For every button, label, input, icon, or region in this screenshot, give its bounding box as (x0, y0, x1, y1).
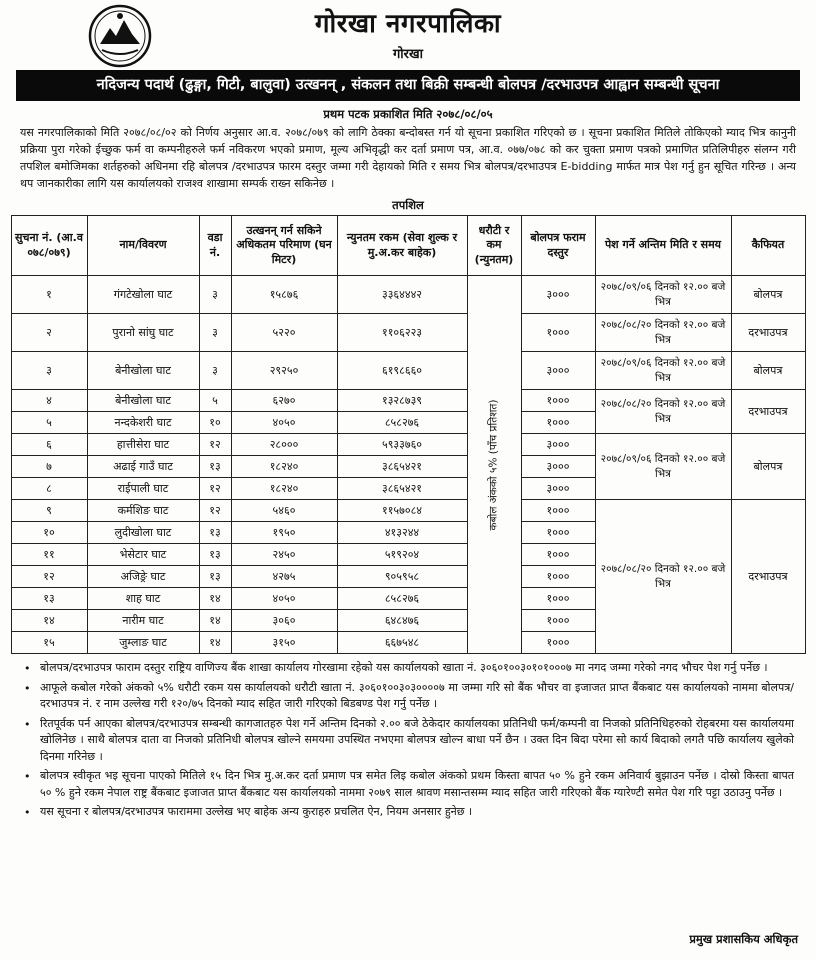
cell-sn: ४ (11, 390, 87, 412)
cell-sn: २ (11, 314, 87, 352)
cell-max-volume: २९२५० (231, 352, 337, 390)
header-name: नाम/विवरण (87, 216, 199, 276)
cell-max-volume: ५४६० (231, 500, 337, 522)
cell-deadline: २०७८/०८/२० दिनको १२.०० बजे भित्र (595, 314, 731, 352)
note-text: बोलपत्र स्वीकृत भइ सूचना पाएको मितिले १५ दिन भित्र मु.अ.कर दर्ता प्रमाण पत्र समेत लिइ कबोल अंकको प्रथम किस्ता बापत ५० % हुने रकम अनिवार्य बुझाउन पर्नेछ । दोस्रो किस्ता बापत ५० % हुने रकम नेपाल राष्ट्र बैंकबाट इजाजत प्राप्त बैंकबाट यस कार्यालयको नाममा २०७९ साल श्रावण मसान्तसम्म म्याद सहित जारी गरिएको बैंक ग्यारेण्टी समेत पेश गरि पट्टा उठाउनु पर्नेछ । (40, 769, 794, 799)
cell-form-fee: १००० (521, 610, 595, 632)
header-sn: सुचना नं. (आ.व ०७८/०७९) (11, 216, 87, 276)
cell-min-amount: ५९३३७६० (337, 434, 467, 456)
cell-max-volume: २४५० (231, 544, 337, 566)
cell-name: भेसेटार घाट (87, 544, 199, 566)
note-text: आफूले कबोल गरेको अंकको ५% धरौटी रकम यस कार्यालयको धरौटी खाता नं. ३०६०१००३०३००००७ मा जम्मा गरि सो बैंक भौचर वा इजाजत प्राप्त बैंकबाट यस कार्यालयको नाममा बोलपत्र/दरभाउपत्र नं. र नाम उल्लेख गरी १२०/७५ दिनको म्याद सहित जारी गरिएको बिडबण्ड पेश गर्नु पर्नेछ । (40, 680, 794, 711)
cell-sn: १४ (11, 610, 87, 632)
cell-ward: १३ (199, 456, 231, 478)
cell-ward: ३ (199, 352, 231, 390)
cell-name: पुरानो सांघु घाट (87, 314, 199, 352)
cell-max-volume: ५२२० (231, 314, 337, 352)
cell-min-amount: ८५८२७६ (337, 588, 467, 610)
cell-remarks: दरभाउपत्र (731, 390, 805, 434)
letterhead (10, 0, 806, 70)
cell-max-volume: १८२४० (231, 478, 337, 500)
cell-name: बेनीखोला घाट (87, 352, 199, 390)
cell-ward: ३ (199, 314, 231, 352)
cell-min-amount: ३३६४४४२ (337, 276, 467, 314)
cell-min-amount: ३८६५४२१ (337, 456, 467, 478)
bullet-icon: • (24, 770, 31, 784)
cell-deadline: २०७८/०९/०६ दिनको १२.०० बजे भित्र (595, 434, 731, 500)
deposit-note: कबोल अंकको ५% (पाँच प्रतिशत) (487, 399, 500, 531)
cell-min-amount: ११०६२२३ (337, 314, 467, 352)
table-row (11, 276, 805, 314)
table-header-row (11, 216, 805, 276)
cell-min-amount: ११५७०८४ (337, 500, 467, 522)
cell-min-amount: ४१३२४४ (337, 522, 467, 544)
cell-max-volume: ३१५० (231, 632, 337, 654)
cell-form-fee: १००० (521, 566, 595, 588)
cell-form-fee: १००० (521, 314, 595, 352)
municipality-emblem-icon (88, 4, 152, 68)
cell-name: हात्तीसेरा घाट (87, 434, 199, 456)
table-row (11, 434, 805, 456)
cell-name: कर्मशिङ घाट (87, 500, 199, 522)
cell-ward: १४ (199, 588, 231, 610)
note-text: यस सूचना र बोलपत्र/दरभाउपत्र फाराममा उल्लेख भए बाहेक अन्य कुराहरु प्रचलित ऐन, नियम अनसार हुनेछ । (40, 805, 473, 819)
table-row (11, 390, 805, 412)
cell-sn: ३ (11, 352, 87, 390)
note-item (24, 680, 794, 713)
cell-min-amount: १३२८७३९ (337, 390, 467, 412)
table-row (11, 500, 805, 522)
table-row (11, 352, 805, 390)
cell-sn: ६ (11, 434, 87, 456)
table-caption: तपशिल (392, 197, 424, 212)
cell-ward: १२ (199, 500, 231, 522)
cell-deadline: २०७८/०९/०६ दिनको १२.०० बजे भित्र (595, 276, 731, 314)
cell-min-amount: ३८६५४२१ (337, 478, 467, 500)
cell-min-amount: ६१९८६६० (337, 352, 467, 390)
cell-ward: १२ (199, 478, 231, 500)
cell-min-amount: ६४८४७६ (337, 610, 467, 632)
cell-remarks: बोलपत्र (731, 352, 805, 390)
cell-form-fee: ३००० (521, 478, 595, 500)
header-form-fee: बोलपत्र फराम दस्तुर (521, 216, 595, 276)
cell-form-fee: १००० (521, 412, 595, 434)
cell-deadline: २०७८/०८/२० दिनको १२.०० बजे भित्र (595, 390, 731, 434)
cell-sn: १२ (11, 566, 87, 588)
cell-max-volume: ४०५० (231, 412, 337, 434)
cell-sn: ८ (11, 478, 87, 500)
cell-sn: ७ (11, 456, 87, 478)
cell-sn: ११ (11, 544, 87, 566)
header-ward: वडा नं. (199, 216, 231, 276)
cell-ward: १४ (199, 632, 231, 654)
cell-min-amount: ८५८२७६ (337, 412, 467, 434)
cell-name: नन्दकेशरी घाट (87, 412, 199, 434)
note-item (24, 804, 794, 821)
table-body (11, 276, 805, 654)
cell-remarks: दरभाउपत्र (731, 500, 805, 654)
cell-ward: १३ (199, 566, 231, 588)
cell-name: लुदीखोला घाट (87, 522, 199, 544)
cell-ward: ३ (199, 276, 231, 314)
header-deposit: धरौटी र कम (न्युनतम) (467, 216, 521, 276)
cell-sn: १० (11, 522, 87, 544)
bullet-icon: • (24, 806, 31, 820)
bullet-icon: • (24, 662, 31, 676)
cell-max-volume: ३०६० (231, 610, 337, 632)
header-min-amount: न्युनतम रकम (सेवा शुल्क र मु.अ.कर बाहेक) (337, 216, 467, 276)
intro-paragraph: यस नगरपालिकाको मिति २०७८/०८/०२ को निर्णय अनुसार आ.व. २०७८/०७९ को लागि ठेक्का बन्दोबस्त गर्न यो सूचना प्रकाशित गरिएको छ । सूचना प्रकाशित मितिले तोकिएको म्याद भित्र कानुनी प्रक्रिया पुरा गरेको ईच्छुक फर्म वा कम्पनीहरुले फर्म नविकरण भएको प्रमाण, मूल्य अभिवृद्धी कर दर्ता प्रमाण पत्र, आ.व. ०७७/०७८ को कर चुक्ता प्रमाण पत्रको प्रमाणित प्रतिलिपीहरु संलग्न गरी तपशिल बमोजिमका शर्तहरुको अधिनमा रहि बोलपत्र /दरभाउपत्र फारम दस्तुर जम्मा गरी देहायको मिति र समय भित्र बोलपत्र/दरभाउपत्र E-bidding मार्फत मात्र पेश गर्नु हुन सूचित गरिन्छ । अन्य थप जानकारीका लागि यस कार्यालयको राजश्व शाखामा सम्पर्क राख्न सकिनेछ । (20, 125, 796, 190)
bullet-icon: • (24, 717, 31, 731)
cell-ward: १४ (199, 610, 231, 632)
cell-name: अढाई गाउँ घाट (87, 456, 199, 478)
tender-table (11, 215, 806, 654)
notes-list (10, 654, 806, 821)
cell-ward: १२ (199, 434, 231, 456)
cell-min-amount: ६६७५४८ (337, 632, 467, 654)
cell-sn: १ (11, 276, 87, 314)
cell-sn: ५ (11, 412, 87, 434)
signature: प्रमुख प्रशासकिय अधिकृत (689, 931, 798, 946)
cell-max-volume: ४०५० (231, 588, 337, 610)
deposit-note-cell (467, 276, 521, 654)
cell-name: अजिङ्रे घाट (87, 566, 199, 588)
cell-name: जुम्लाङ घाट (87, 632, 199, 654)
cell-name: नारीम घाट (87, 610, 199, 632)
cell-min-amount: ५१९२०४ (337, 544, 467, 566)
org-title: गोरखा नगरपालिका (314, 9, 502, 39)
cell-remarks: बोलपत्र (731, 434, 805, 500)
cell-max-volume: २८००० (231, 434, 337, 456)
cell-form-fee: १००० (521, 632, 595, 654)
cell-max-volume: १९५० (231, 522, 337, 544)
org-location: गोरखा (392, 46, 423, 62)
cell-remarks: दरभाउपत्र (731, 314, 805, 352)
cell-name: गंगटेखोला घाट (87, 276, 199, 314)
publication-date: प्रथम पटक प्रकाशित मिति २०७८/०८/०५ (323, 107, 493, 122)
cell-name: शाह घाट (87, 588, 199, 610)
cell-form-fee: ३००० (521, 352, 595, 390)
header-remarks: कैफियत (731, 216, 805, 276)
cell-form-fee: ३००० (521, 456, 595, 478)
cell-sn: ९ (11, 500, 87, 522)
cell-ward: १० (199, 412, 231, 434)
cell-form-fee: १००० (521, 500, 595, 522)
cell-remarks: बोलपत्र (731, 276, 805, 314)
cell-form-fee: ३००० (521, 276, 595, 314)
cell-max-volume: १८२४० (231, 456, 337, 478)
cell-name: राईपाली घाट (87, 478, 199, 500)
header-max-volume: उत्खनन् गर्न सकिने अधिकतम परिमाण (घन मिटर) (231, 216, 337, 276)
cell-ward: १३ (199, 522, 231, 544)
cell-form-fee: १००० (521, 522, 595, 544)
note-text: बोलपत्र/दरभाउपत्र फाराम दस्तुर राष्ट्रिय वाणिज्य बैंक शाखा कार्यालय गोरखामा रहेको यस कार्यालयको खाता नं. ३०६०१००३०१०१०००७ मा नगद जम्मा गरेको नगद भौचर पेश गर्नु पर्नेछ । (40, 661, 768, 675)
notice-title: नदिजन्य पदार्थ (ढुङ्गा, गिटी, बालुवा) उत्खनन् , संकलन तथा बिक्री सम्बन्धी बोलपत्र /दरभाउपत्र आह्वान सम्बन्धी सूचना (16, 70, 800, 101)
note-item (24, 660, 794, 677)
table-row (11, 314, 805, 352)
cell-deadline: २०७८/०८/२० दिनको १२.०० बजे भित्र (595, 500, 731, 654)
cell-form-fee: १००० (521, 390, 595, 412)
bullet-icon: • (24, 681, 31, 695)
note-item (24, 716, 794, 766)
cell-deadline: २०७८/०९/०६ दिनको १२.०० बजे भित्र (595, 352, 731, 390)
cell-form-fee: १००० (521, 588, 595, 610)
cell-ward: ५ (199, 390, 231, 412)
cell-form-fee: ३००० (521, 434, 595, 456)
cell-max-volume: ४२७५ (231, 566, 337, 588)
cell-max-volume: ६२७० (231, 390, 337, 412)
note-item (24, 768, 794, 801)
header-deadline: पेश गर्ने अन्तिम मिति र समय (595, 216, 731, 276)
cell-sn: १३ (11, 588, 87, 610)
cell-form-fee: १००० (521, 544, 595, 566)
cell-min-amount: ९०५९५८ (337, 566, 467, 588)
cell-max-volume: १५८७६ (231, 276, 337, 314)
cell-sn: १५ (11, 632, 87, 654)
cell-ward: १३ (199, 544, 231, 566)
cell-name: बेनीखोला घाट (87, 390, 199, 412)
note-text: रितपूर्वक पर्न आएका बोलपत्र/दरभाउपत्र सम्बन्धी कागजातहरु पेश गर्ने अन्तिम दिनको २.०० बजे ठेकेदार कार्यालयका प्रतिनिधी फर्म/कम्पनी वा निजको प्रतिनिधिहरुको रोहबरमा यस कार्यालयमा खोलिनेछ । साथै बोलपत्र दाता वा निजको प्रतिनिधी बोलपत्र खोल्ने समयमा उपस्थित नभएमा बोलपत्र खोल्न बाधा पर्ने छैन । उक्त दिन बिदा परेमा सो कार्य बिदाको लगतै पछि कार्यालय खुलेको दिनमा गरिनेछ । (40, 716, 794, 763)
